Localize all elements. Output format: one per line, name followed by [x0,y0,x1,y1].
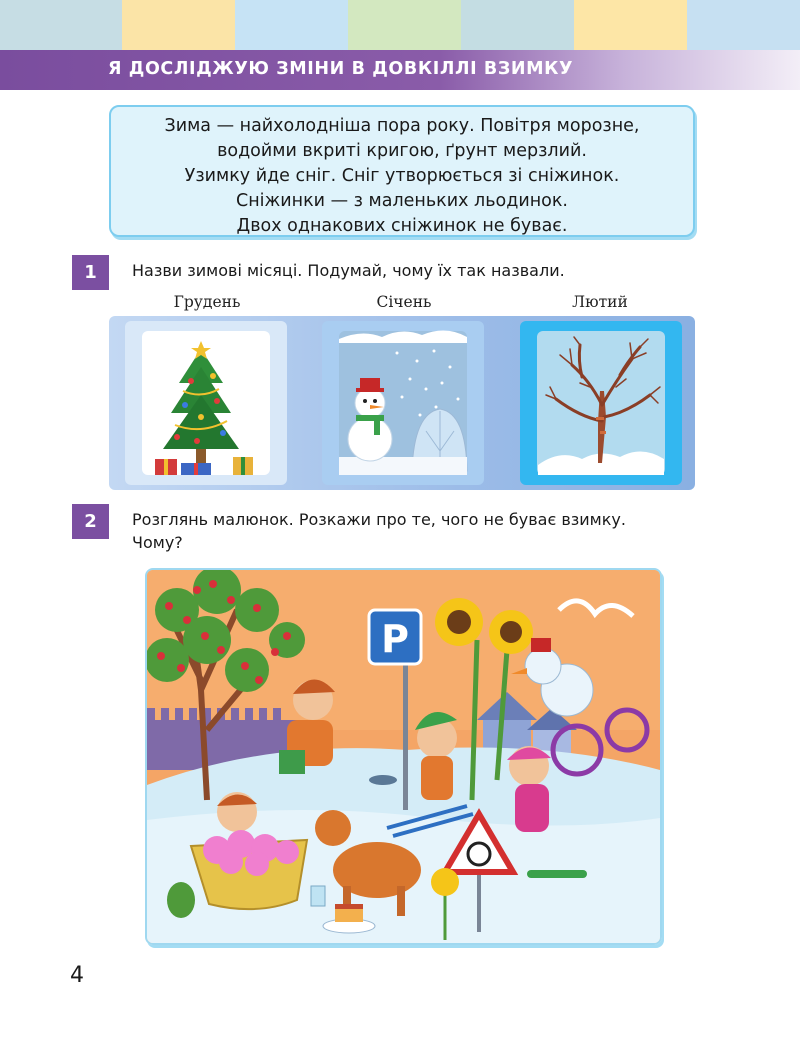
winter-scene-illustration [145,568,662,945]
bare-tree-icon [520,321,682,485]
stripe [461,0,574,50]
month-label-january: Січень [376,293,432,311]
month-label-december: Грудень [173,293,241,311]
snowman-icon [322,321,484,485]
top-color-stripes [0,0,800,50]
info-box [109,105,695,237]
stripe [348,0,461,50]
winter-scene-icon [147,570,660,943]
stripe [122,0,235,50]
info-line: Сніжинки — з маленьких льодинок. [236,191,568,211]
stripe [687,0,800,50]
task-2-text-line1: Розглянь малюнок. Розкажи про те, чого не буває взимку. [132,510,626,529]
stripe [0,0,122,50]
info-line: Зима — найхолодніша пора року. Повітря морозне, [164,116,640,136]
christmas-tree-icon [125,321,287,485]
months-picture-strip [109,316,695,490]
month-card-february [520,321,682,485]
info-line: Узимку йде сніг. Сніг утворюється зі сніжинок. [184,166,620,186]
month-label-february: Лютий [572,293,628,311]
task-1-text: Назви зимові місяці. Подумай, чому їх так назвали. [132,261,565,280]
info-line: Двох однакових сніжинок не буває. [236,216,568,236]
parking-sign-letter: P [381,617,409,661]
month-card-january [322,321,484,485]
month-card-december [125,321,287,485]
task-2-text-line2: Чому? [132,533,183,552]
task-number-1: 1 [72,255,109,290]
task-number-2: 2 [72,504,109,539]
info-line: водойми вкриті кригою, ґрунт мерзлий. [217,141,587,161]
page-number: 4 [70,963,84,988]
section-header [0,50,800,90]
stripe [235,0,348,50]
section-title: Я ДОСЛІДЖУЮ ЗМІНИ В ДОВКІЛЛІ ВЗИМКУ [108,59,574,79]
stripe [574,0,687,50]
